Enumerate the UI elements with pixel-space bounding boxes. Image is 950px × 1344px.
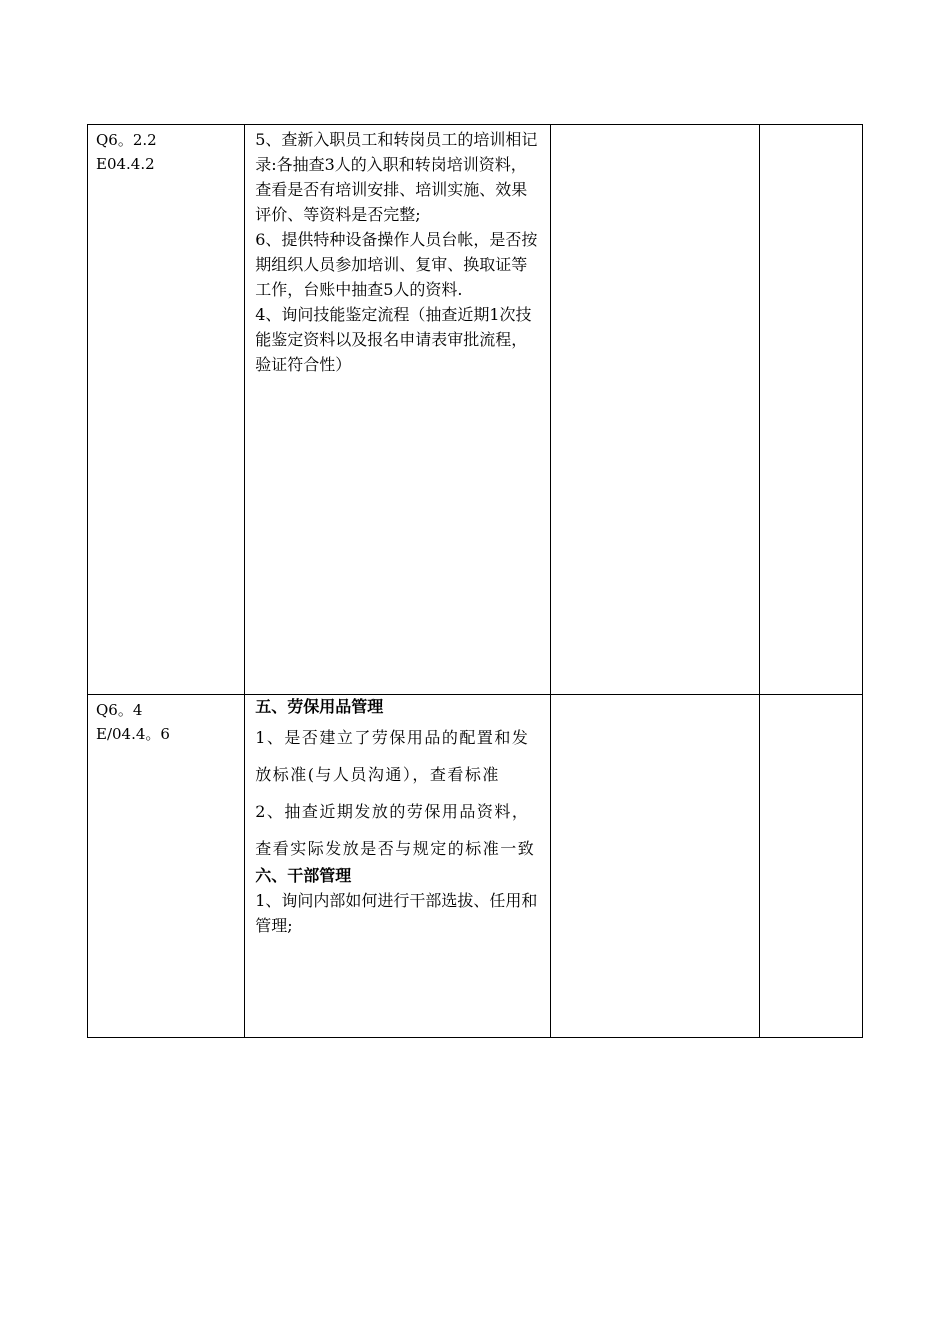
table-row: [88, 695, 863, 1038]
findings-cell: [550, 695, 759, 1038]
audit-checklist-table: [87, 124, 863, 1038]
clause-ref: Q6。2.2: [96, 131, 157, 149]
clause-ref: E04.4.2: [96, 155, 155, 173]
audit-content-cell: [245, 125, 550, 695]
audit-item: 1、询问内部如何进行干部选拔、任用和管理;: [255, 891, 538, 935]
clause-ref: E/04.4。6: [96, 725, 170, 743]
clause-ref: Q6。4: [96, 701, 143, 719]
result-cell: [759, 695, 862, 1038]
audit-item: 5、查新入职员工和转岗员工的培训相记录:各抽查3人的入职和转岗培训资料，查看是否有培训安排、培训实施、效果评价、等资料是否完整;: [255, 130, 538, 224]
clause-cell: [88, 125, 245, 695]
table-row: [88, 125, 863, 695]
findings-cell: [550, 125, 759, 695]
audit-item: 2、抽查近期发放的劳保用品资料，查看实际发放是否与规定的标准一致: [255, 802, 536, 858]
section-heading: 五、劳保用品管理: [255, 697, 384, 716]
result-cell: [759, 125, 862, 695]
clause-cell: [88, 695, 245, 1038]
audit-item: 6、提供特种设备操作人员台帐，是否按期组织人员参加培训、复审、换取证等工作，台账中抽查5人的资料.: [255, 230, 538, 299]
section-heading: 六、干部管理: [255, 866, 352, 885]
audit-item: 4、询问技能鉴定流程（抽查近期1次技能鉴定资料以及报名申请表审批流程，验证符合性）: [255, 305, 532, 374]
audit-content-cell: [245, 695, 550, 1038]
audit-item: 1、是否建立了劳保用品的配置和发放标准(与人员沟通），查看标准: [255, 728, 530, 784]
